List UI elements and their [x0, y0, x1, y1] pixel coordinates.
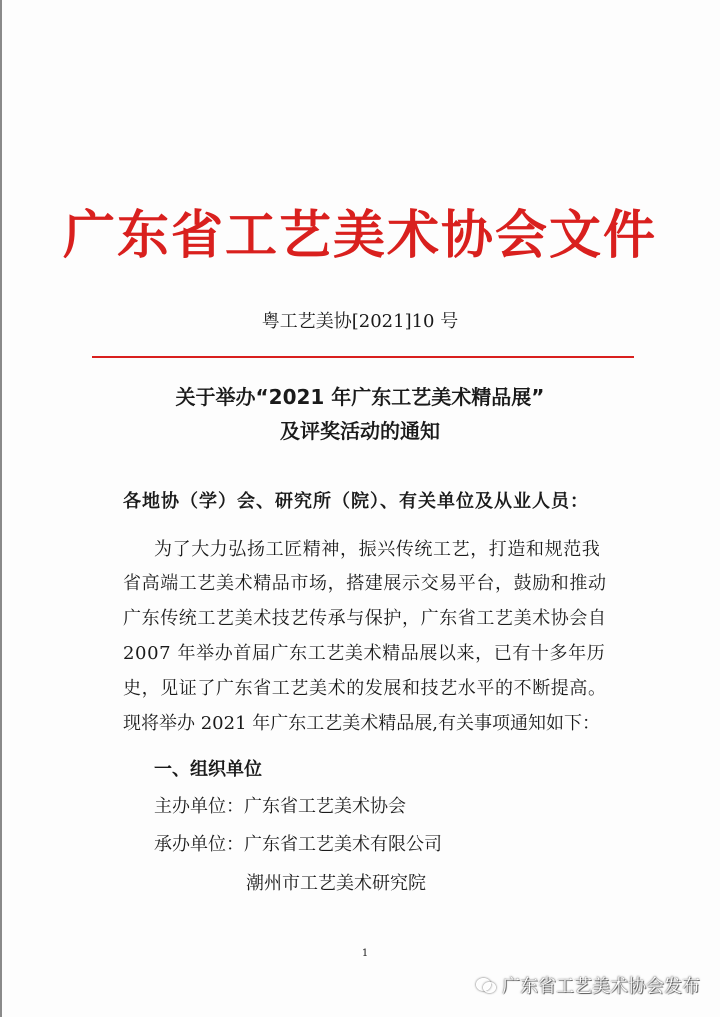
org-header-title: 广东省工艺美术协会文件 [62, 206, 657, 266]
wechat-watermark [476, 972, 700, 998]
paragraph-line-2: 省高端工艺美术精品市场，搭建展示交易平台，鼓励和推动 [123, 573, 607, 594]
paragraph-line-1: 为了大力弘扬工匠精神，振兴传统工艺，打造和规范我 [154, 539, 601, 560]
paragraph-line-4: 2007 年举办首届广东工艺美术精品展以来，已有十多年历 [123, 643, 606, 664]
section-1-heading: 一、组织单位 [154, 759, 262, 780]
red-divider-rule [92, 356, 634, 358]
paragraph-line-5: 史，见证了广东省工艺美术的发展和技艺水平的不断提高。 [123, 678, 607, 699]
wechat-icon [476, 976, 496, 994]
paragraph-line-6: 现将举办 2021 年广东工艺美术精品展,有关事项通知如下： [123, 713, 600, 734]
host-unit-line: 主办单位：广东省工艺美术协会 [154, 796, 406, 817]
salutation: 各地协（学）会、研究所（院）、有关单位及从业人员： [123, 491, 589, 512]
page-number: 1 [361, 948, 369, 959]
page-edge [0, 0, 2, 1017]
notice-title-line-1: 关于举办“2021 年广东工艺美术精品展” [175, 385, 545, 409]
watermark-text: 广东省工艺美术协会发布 [502, 976, 700, 997]
notice-title-line-2: 及评奖活动的通知 [280, 419, 440, 443]
document-number: 粤工艺美协[2021]10 号 [261, 311, 459, 332]
paragraph-line-3: 广东传统工艺美术技艺传承与保护，广东省工艺美术协会自 [123, 608, 607, 629]
notice-title [0, 380, 720, 448]
organizer-unit-line: 承办单位：广东省工艺美术有限公司 [154, 834, 442, 855]
organizer-unit-line-2: 潮州市工艺美术研究院 [246, 873, 426, 894]
